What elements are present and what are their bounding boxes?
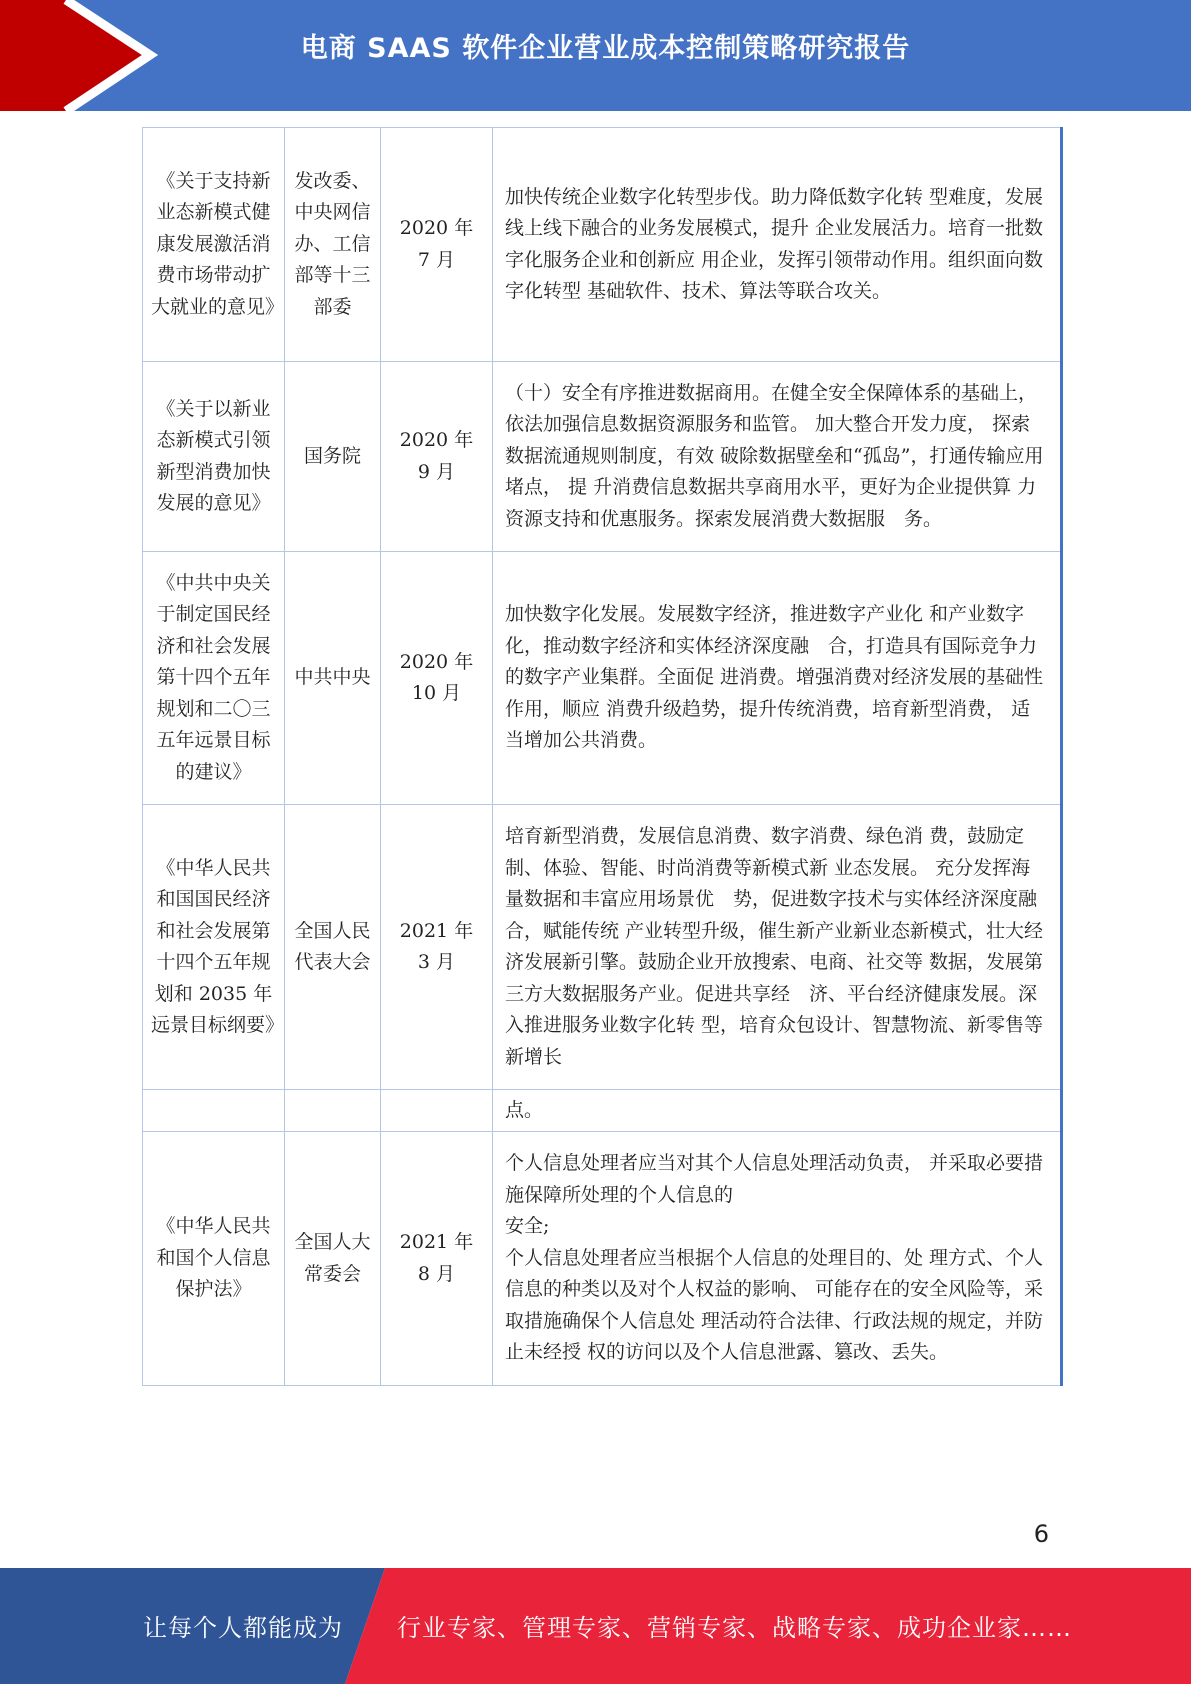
policy-name: 《关于支持新业态新模式健康发展激活消费市场带动扩大就业的意见》 xyxy=(143,128,285,362)
policy-content xyxy=(493,1132,1062,1386)
policy-issuer: 全国人大常委会 xyxy=(285,1132,381,1386)
policy-issuer: 全国人民代表大会 xyxy=(285,805,381,1090)
table-row xyxy=(143,552,1062,805)
policy-content-paragraph: 安全; xyxy=(505,1215,550,1238)
policy-content-paragraph: 加快数字化发展。发展数字经济，推进数字产业化 和产业数字化，推动数字经济和实体经济深度融 合，打造具有国际竞争力的数字产业集群。全面促 进消费。增强消费对经济发展的基础性作用，顺应 消费升级趋势，提升传统消费，培育新型消费， 适 当增加公共消费。 xyxy=(505,603,1044,752)
page-number: 6 xyxy=(1033,1520,1049,1548)
policy-issuer: 国务院 xyxy=(285,362,381,552)
policy-name: 《中共中央关于制定国民经济和社会发展第十四个五年规划和二〇三五年远景目标的建议》 xyxy=(143,552,285,805)
policy-issuer xyxy=(285,1090,381,1132)
table-row xyxy=(143,805,1062,1090)
policy-content xyxy=(493,552,1062,805)
policy-name: 《关于以新业态新模式引领新型消费加快发展的意见》 xyxy=(143,362,285,552)
policy-date: 2020 年 7 月 xyxy=(381,128,493,362)
policy-issuer: 发改委、中央网信办、工信部等十三部委 xyxy=(285,128,381,362)
policy-date xyxy=(381,1090,493,1132)
policy-date: 2021 年 8 月 xyxy=(381,1132,493,1386)
page-header xyxy=(0,0,1191,111)
policy-name xyxy=(143,1090,285,1132)
table-row xyxy=(143,362,1062,552)
policy-date: 2020 年 10 月 xyxy=(381,552,493,805)
page-footer xyxy=(0,1568,1191,1684)
policy-content-paragraph: 培育新型消费，发展信息消费、数字消费、绿色消 费，鼓励定制、体验、智能、时尚消费等新模式新 业态发展。 充分发挥海量数据和丰富应用场景优 势，促进数字技术与实体经济深度融合，赋能传统 产业转型升级，催生新产业新业态新模式，壮大经 济发展新引擎。鼓励企业开放搜索、电商、社交等 数据，发展第三方大数据服务产业。促进共享经 济、平台经济健康发展。深入推进服务业数字化转 型，培育众包设计、智慧物流、新零售等新增长 xyxy=(505,825,1044,1068)
table-row xyxy=(143,128,1062,362)
header-chevron-icon xyxy=(0,0,160,111)
table-row xyxy=(143,1132,1062,1386)
policy-issuer: 中共中央 xyxy=(285,552,381,805)
policy-content xyxy=(493,128,1062,362)
report-title: 电商 SAAS 软件企业营业成本控制策略研究报告 xyxy=(300,33,911,64)
policy-date: 2021 年 3 月 xyxy=(381,805,493,1090)
policy-content xyxy=(493,362,1062,552)
policy-content xyxy=(493,1090,1062,1132)
policy-name: 《中华人民共和国国民经济和社会发展第十四个五年规划和 2035 年远景目标纲要》 xyxy=(143,805,285,1090)
policy-content-paragraph: 点。 xyxy=(505,1098,544,1121)
policy-content-paragraph: 个人信息处理者应当根据个人信息的处理目的、处 理方式、个人信息的种类以及对个人权益的影响、 可能存在的安全风险等，采取措施确保个人信息处 理活动符合法律、行政法规的规定，并防止未经授 权的访问以及个人信息泄露、篡改、丢失。 xyxy=(505,1246,1044,1364)
policy-content xyxy=(493,805,1062,1090)
policy-content-paragraph: （十）安全有序推进数据商用。在健全安全保障体系的基础上，依法加强信息数据资源服务和监管。 加大整合开发力度， 探索数据流通规则制度，有效 破除数据壁垒和“孤岛”，打通传输应用堵点， 提 升消费信息数据共享商用水平，更好为企业提供算 力资源支持和优惠服务。探索发展消费大数据服 务。 xyxy=(505,381,1044,530)
policy-name: 《中华人民共和国个人信息保护法》 xyxy=(143,1132,285,1386)
table-row xyxy=(143,1090,1062,1132)
footer-slogan-left: 让每个人都能成为 xyxy=(143,1614,343,1642)
policy-content-paragraph: 加快传统企业数字化转型步伐。助力降低数字化转 型难度，发展线上线下融合的业务发展模式，提升 企业发展活力。培育一批数字化服务企业和创新应 用企业，发挥引领带动作用。组织面向数字化转型 基础软件、技术、算法等联合攻关。 xyxy=(505,185,1044,302)
policy-date: 2020 年 9 月 xyxy=(381,362,493,552)
policy-content-paragraph: 个人信息处理者应当对其个人信息处理活动负责， 并采取必要措施保障所处理的个人信息的 xyxy=(505,1152,1044,1206)
policy-table xyxy=(142,127,1063,1386)
footer-slogan-right: 行业专家、管理专家、营销专家、战略专家、成功企业家…… xyxy=(397,1614,1072,1642)
